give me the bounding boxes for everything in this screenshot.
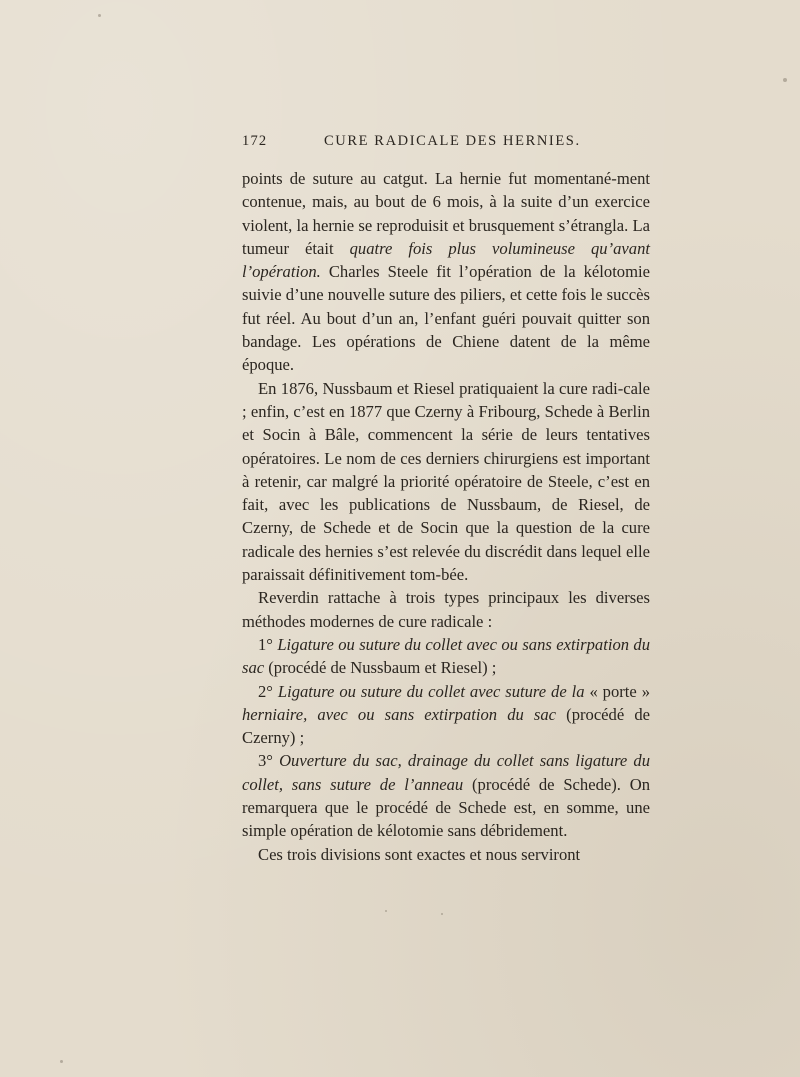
- running-head: CURE RADICALE DES HERNIES.: [324, 133, 581, 149]
- text-run: Charles Steele fit l’opération de la kélotomie suivie d’une nouvelle suture des piliers, et cette fois le succès fut réel. Au bout d’un an, l’enfant guéri pouvait quitter son bandage. Les opérations de Chiene datent de la même époque.: [242, 262, 650, 375]
- paragraph: [242, 633, 650, 680]
- page-number: 172: [242, 133, 268, 149]
- italic-text: herniaire, avec ou sans extirpation du sac: [242, 704, 557, 724]
- text-run: (procédé de Nussbaum et Riesel) ;: [264, 658, 497, 678]
- text-run: (procédé de Schede). On remarquera que le procédé de Schede est, en somme, une simple opération de kélotomie sans débridement.: [242, 774, 650, 841]
- italic-text: Ligature ou suture du collet avec ou sans extirpation du sac: [242, 634, 650, 678]
- text-run: « porte »: [584, 681, 650, 701]
- text-run: 1°: [258, 634, 278, 654]
- paper-speck: [60, 1060, 63, 1063]
- italic-text: quatre fois plus volumineuse qu’avant l’opération.: [242, 238, 650, 282]
- text-run: 3°: [258, 751, 280, 771]
- paragraph: [242, 377, 650, 587]
- paper-speck: [98, 14, 101, 17]
- text-run: Reverdin rattache à trois types principaux les diverses méthodes modernes de cure radicale :: [242, 588, 650, 631]
- paragraph: [242, 586, 650, 633]
- page-header: [242, 133, 650, 157]
- text-run: En 1876, Nussbaum et Riesel pratiquaient la cure radi-cale ; enfin, c’est en 1877 que Czerny à Fribourg, Schede à Berlin et Socin à Bâle, commencent la série de leurs tentatives opératoires. Le nom de ces derniers chirurgiens est important à retenir, car malgré la priorité opératoire de Steele, c’est en fait, avec les publications de Nussbaum, de Riesel, de Czerny, de Schede et de Socin que la question de la cure radicale des hernies s’est relevée du discrédit dans lequel elle paraissait définitivement tom-bée.: [242, 378, 650, 585]
- paper-speck: [441, 913, 443, 915]
- paragraph: [242, 680, 650, 750]
- body-text: [242, 167, 650, 866]
- italic-text: Ligature ou suture du collet avec suture de la: [277, 681, 585, 701]
- text-run: points de suture au catgut. La hernie fut momentané-ment contenue, mais, au bout de 6 mois, à la suite d’un exercice violent, la hernie se reproduisit et brusquement s’étrangla. La tumeur était: [242, 169, 650, 258]
- italic-text: Ouverture du sac, drainage du collet sans ligature du collet, sans suture de l’anneau: [242, 751, 650, 794]
- paragraph: [242, 749, 650, 842]
- paper-speck: [783, 78, 787, 82]
- paper-speck: [385, 910, 387, 912]
- text-run: Ces trois divisions sont exactes et nous serviront: [258, 844, 581, 864]
- paragraph: [242, 167, 650, 377]
- paragraph: [242, 843, 650, 866]
- text-run: 2°: [258, 681, 278, 701]
- text-run: (procédé de Czerny) ;: [242, 704, 650, 748]
